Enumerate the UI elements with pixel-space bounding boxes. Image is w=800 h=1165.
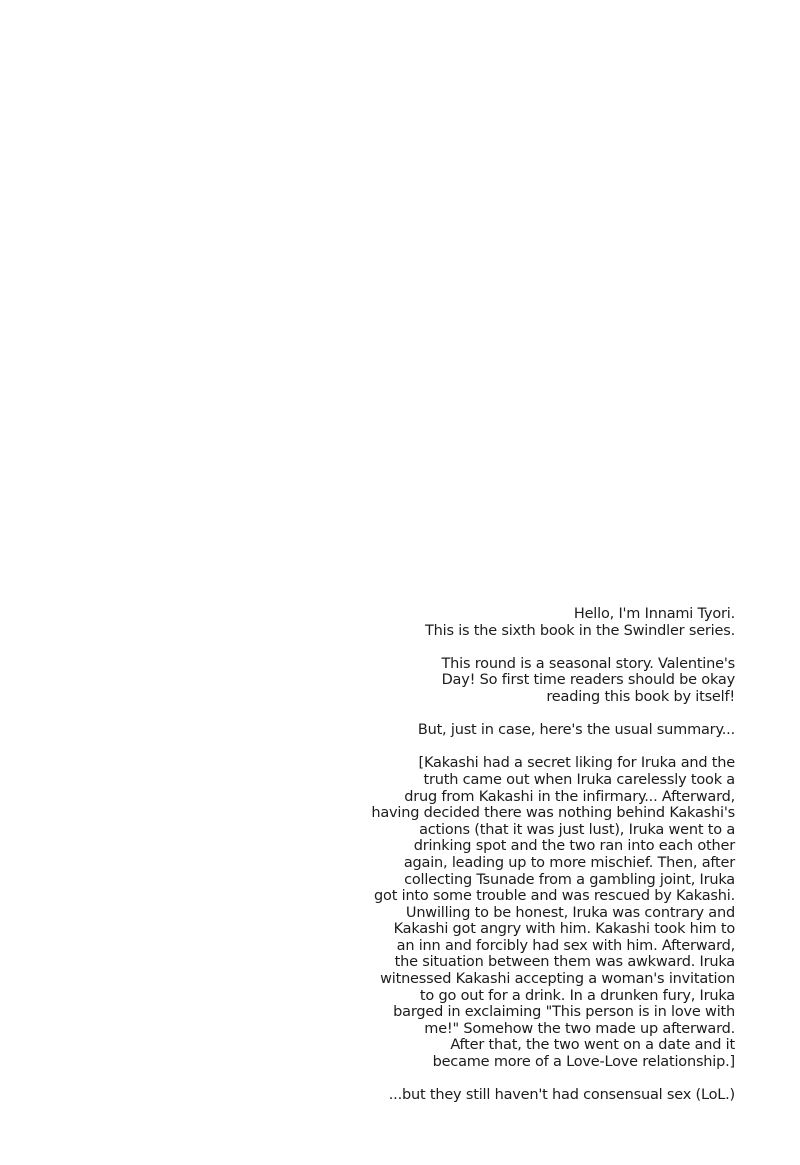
text-line: Unwilling to be honest, Iruka was contrary and: [405, 904, 735, 921]
paragraph-greeting: [255, 606, 735, 639]
text-line: truth came out when Iruka carelessly took a: [423, 771, 735, 788]
text-line: [Kakashi had a secret liking for Iruka and the: [418, 755, 735, 772]
text-line: This round is a seasonal story. Valentine's: [441, 655, 735, 672]
text-line: barged in exclaiming "This person is in love with: [393, 1004, 735, 1021]
text-line: This is the sixth book in the Swindler series.: [424, 622, 735, 639]
afterword-text-block: [255, 606, 735, 1104]
text-line: ...but they still haven't had consensual sex (LoL.): [388, 1087, 735, 1104]
text-line: Day! So first time readers should be okay: [441, 672, 735, 689]
text-line: became more of a Love-Love relationship.]: [432, 1054, 735, 1071]
text-line: again, leading up to more mischief. Then, after: [403, 854, 735, 871]
paragraph-closing-joke: [255, 1087, 735, 1104]
text-line: actions (that it was just lust), Iruka went to a: [419, 821, 735, 838]
paragraph-intro: [255, 656, 735, 706]
text-line: But, just in case, here's the usual summary...: [417, 722, 735, 739]
text-line: to go out for a drink. In a drunken fury, Iruka: [419, 987, 735, 1004]
paragraph-summary-lead: [255, 722, 735, 739]
text-line: drug from Kakashi in the infirmary... Afterward,: [404, 788, 735, 805]
text-line: collecting Tsunade from a gambling joint, Iruka: [404, 871, 735, 888]
text-line: me!" Somehow the two made up afterward.: [424, 1020, 735, 1037]
text-line: having decided there was nothing behind Kakashi's: [371, 805, 735, 822]
text-line: the situation between them was awkward. Iruka: [394, 954, 735, 971]
text-line: an inn and forcibly had sex with him. Afterward,: [396, 937, 735, 954]
text-line: Kakashi got angry with him. Kakashi took him to: [393, 921, 735, 938]
text-line: reading this book by itself!: [546, 688, 735, 705]
text-line: got into some trouble and was rescued by Kakashi.: [374, 888, 735, 905]
text-line: Hello, I'm Innami Tyori.: [573, 606, 735, 622]
text-line: drinking spot and the two ran into each other: [413, 838, 735, 855]
paragraph-summary: [255, 755, 735, 1070]
text-line: witnessed Kakashi accepting a woman's invitation: [380, 971, 735, 988]
text-line: After that, the two went on a date and it: [450, 1037, 735, 1054]
